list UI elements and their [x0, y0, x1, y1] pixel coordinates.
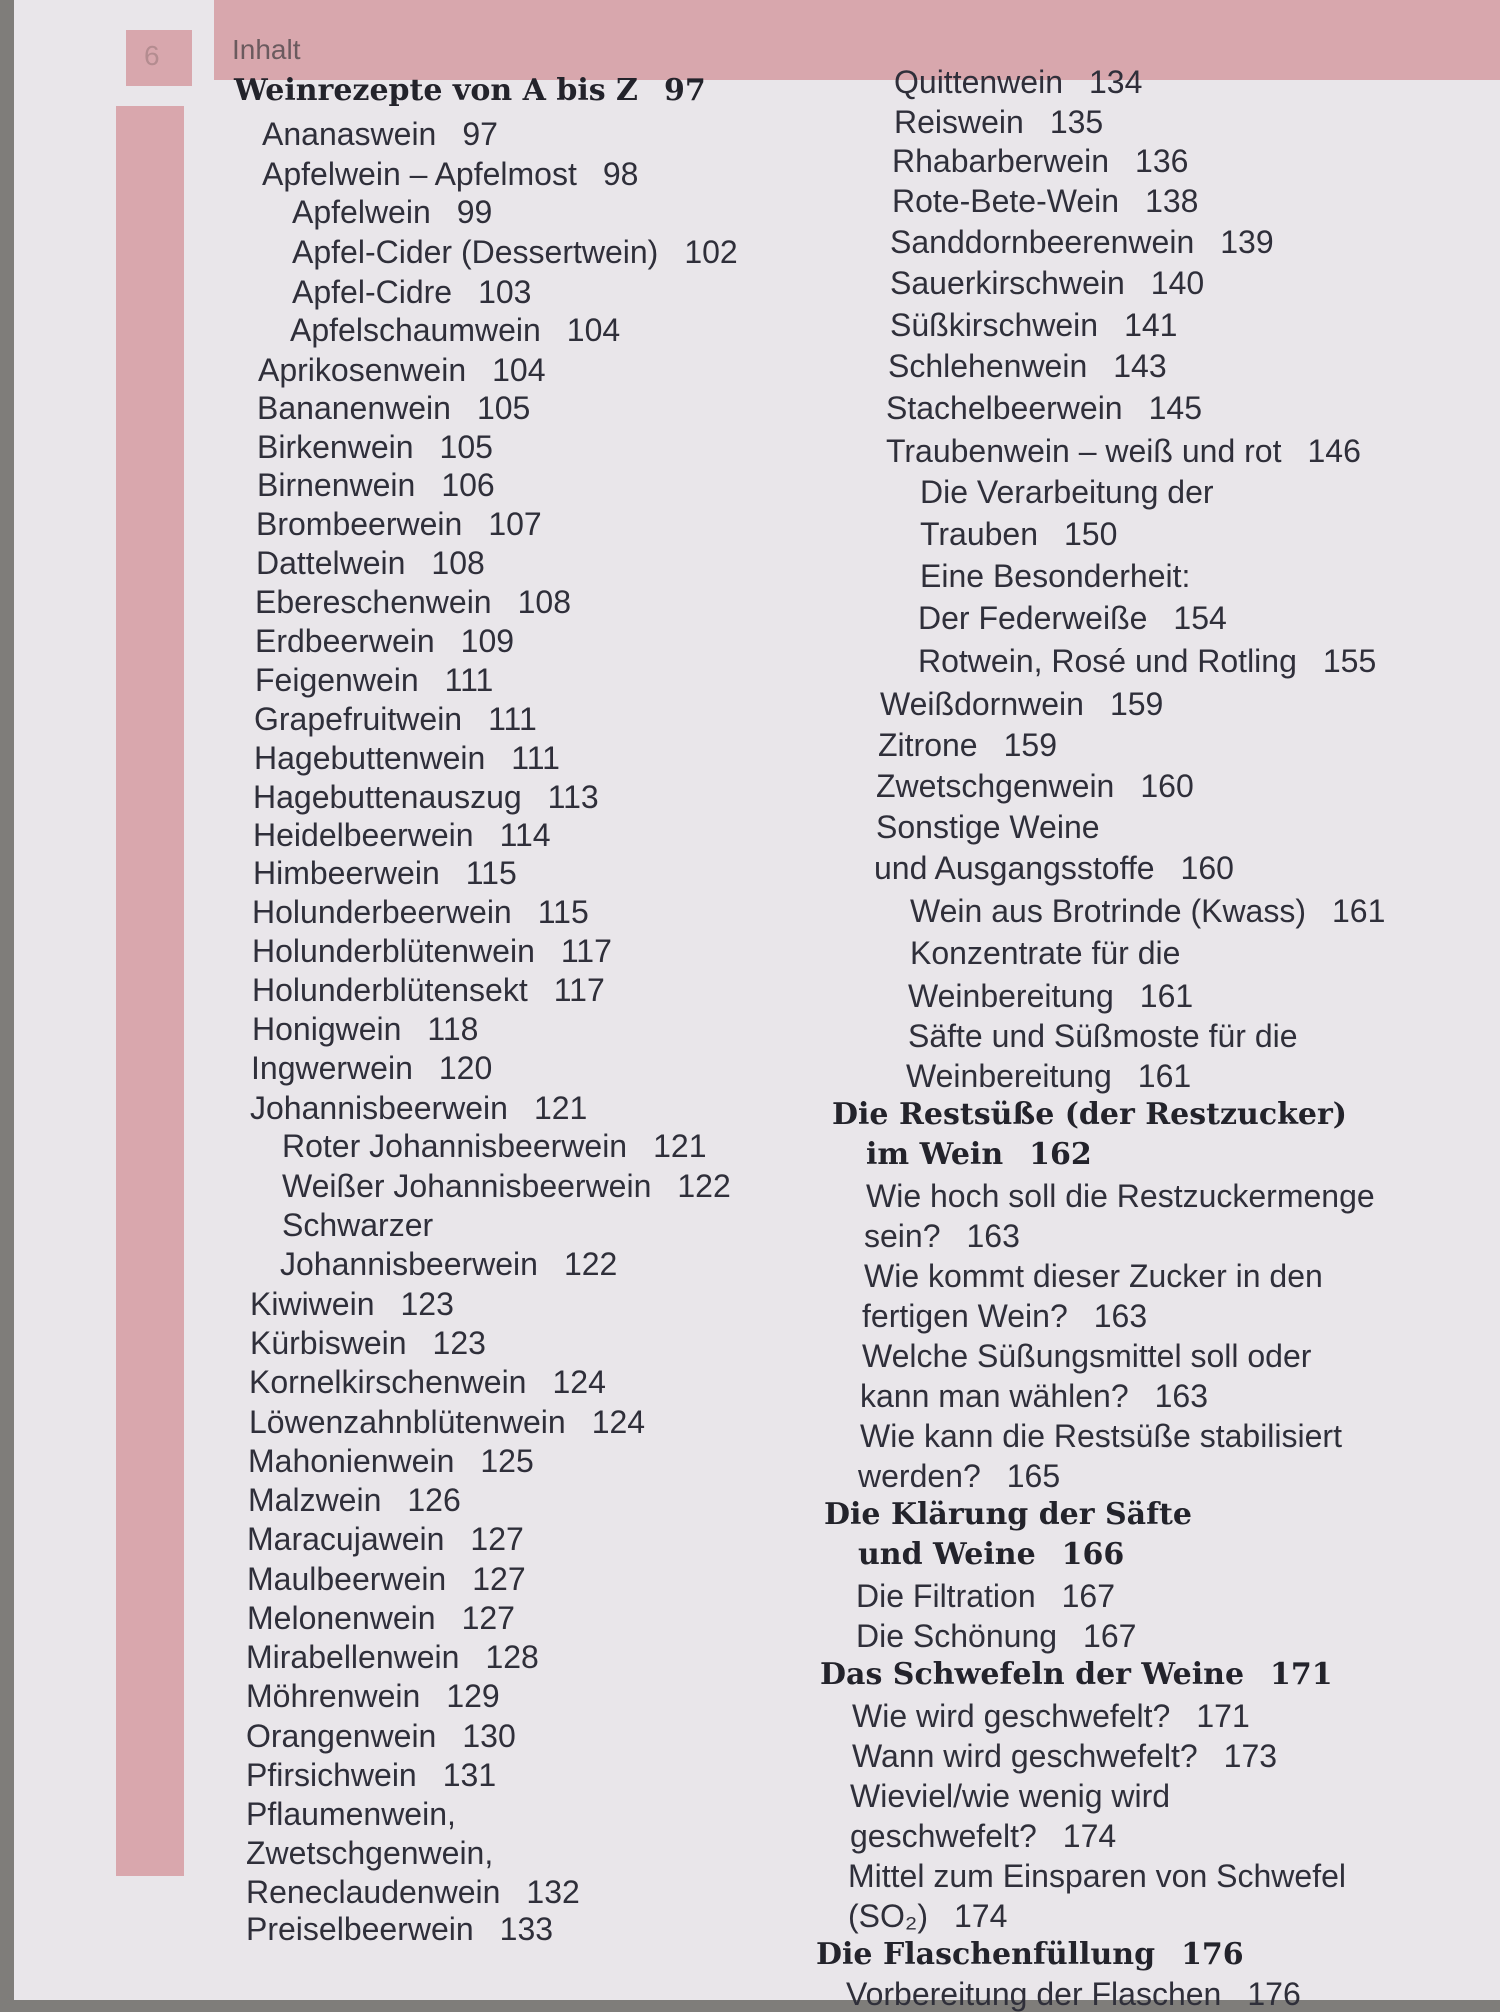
toc-entry-title: Zwetschgenwein	[876, 768, 1115, 804]
toc-entry	[860, 1420, 1342, 1452]
toc-section-heading	[866, 1137, 1092, 1172]
toc-entry	[252, 974, 605, 1006]
toc-entry-title: Wieviel/wie wenig wird	[850, 1778, 1171, 1814]
toc-entry-title: Apfelwein	[292, 194, 431, 230]
toc-entry-page: 163	[1093, 1298, 1148, 1334]
toc-entry-title: Weinbereitung	[906, 1058, 1112, 1094]
toc-entry-page: 171	[1270, 1657, 1333, 1692]
toc-entry	[280, 1248, 617, 1280]
toc-entry-title: Holunderblütensekt	[252, 972, 528, 1008]
toc-entry	[251, 1052, 492, 1084]
toc-entry-title: Honigwein	[252, 1011, 402, 1047]
toc-entry	[252, 1013, 478, 1045]
toc-entry-page: 108	[517, 584, 571, 620]
toc-entry-title: Kürbiswein	[250, 1325, 407, 1361]
toc-entry-page: 139	[1220, 224, 1274, 260]
toc-entry-title: Kornelkirschenwein	[249, 1364, 527, 1400]
toc-entry-title: Orangenwein	[246, 1718, 437, 1754]
toc-entry-page: 127	[461, 1600, 515, 1636]
toc-entry	[878, 729, 1057, 761]
toc-entry	[852, 1740, 1277, 1772]
toc-entry-title: Preiselbeerwein	[246, 1911, 474, 1947]
toc-entry-page: 123	[400, 1286, 454, 1322]
toc-entry	[256, 547, 485, 579]
toc-entry-title: Süßkirschwein	[890, 307, 1099, 343]
toc-entry-title: Kiwiwein	[250, 1286, 375, 1322]
toc-entry-title: Weißdornwein	[880, 686, 1084, 722]
toc-entry	[254, 742, 560, 774]
toc-entry-title: werden?	[858, 1458, 981, 1494]
header-band	[214, 0, 1500, 80]
toc-entry-title: Maracujawein	[247, 1521, 445, 1557]
toc-entry-title: Die Verarbeitung der	[920, 474, 1214, 510]
toc-entry-page: 97	[663, 73, 706, 108]
toc-entry-title: Weinrezepte von A bis Z	[234, 73, 638, 108]
toc-entry-title: Birnenwein	[257, 467, 416, 503]
toc-entry	[252, 935, 612, 967]
toc-entry-page: 140	[1150, 265, 1205, 301]
toc-entry-page: 174	[1062, 1818, 1117, 1854]
toc-entry	[908, 1020, 1298, 1052]
toc-entry-page: 97	[462, 116, 498, 152]
toc-entry	[892, 145, 1188, 177]
toc-entry-title: im Wein	[866, 1137, 1004, 1172]
toc-entry	[874, 852, 1234, 884]
toc-entry-page: 111	[511, 740, 560, 776]
toc-entry	[253, 819, 551, 851]
toc-entry	[292, 276, 531, 308]
toc-entry-title: Schlehenwein	[888, 348, 1088, 384]
toc-entry-title: Himbeerwein	[253, 855, 440, 891]
toc-entry-title: Feigenwein	[255, 662, 419, 698]
toc-entry	[894, 106, 1103, 138]
toc-entry	[246, 1759, 496, 1791]
toc-entry	[292, 236, 738, 268]
toc-entry-title: Ingwerwein	[251, 1050, 413, 1086]
toc-entry-title: Maulbeerwein	[247, 1561, 447, 1597]
toc-entry	[910, 895, 1385, 927]
toc-entry-page: 135	[1049, 104, 1104, 140]
toc-entry-page: 122	[677, 1168, 731, 1204]
toc-entry-title: Weinbereitung	[908, 978, 1114, 1014]
toc-entry-page: 124	[591, 1404, 646, 1440]
toc-entry	[257, 469, 495, 501]
toc-entry	[892, 185, 1198, 217]
toc-entry-page: 143	[1113, 348, 1167, 384]
toc-entry-page: 154	[1173, 600, 1227, 636]
toc-entry-page: 166	[1061, 1537, 1125, 1572]
toc-entry	[920, 560, 1190, 592]
toc-entry-page: 104	[566, 312, 621, 348]
toc-entry-title: Welche Süßungsmittel soll oder	[862, 1338, 1312, 1374]
toc-entry	[890, 226, 1274, 258]
toc-entry-page: 125	[480, 1443, 534, 1479]
toc-entry-title: Brombeerwein	[256, 506, 463, 542]
toc-entry-title: Hagebuttenwein	[254, 740, 486, 776]
toc-entry-title: kann man wählen?	[860, 1378, 1129, 1414]
toc-entry-page: 131	[442, 1757, 497, 1793]
toc-entry	[246, 1641, 539, 1673]
toc-entry	[864, 1220, 1020, 1252]
toc-entry-page: 99	[456, 194, 493, 230]
toc-entry	[250, 1327, 486, 1359]
toc-entry-title: Pfirsichwein	[246, 1757, 417, 1793]
toc-entry-title: Mittel zum Einsparen von Schwefel	[848, 1858, 1346, 1894]
toc-entry	[262, 158, 638, 190]
toc-entry	[262, 118, 498, 150]
toc-entry-title: Das Schwefeln der Weine	[820, 1657, 1245, 1692]
toc-entry	[860, 1380, 1208, 1412]
toc-entry-page: 126	[407, 1482, 461, 1518]
toc-entry-title: Apfelwein – Apfelmost	[262, 156, 577, 192]
toc-entry-page: 113	[547, 779, 599, 815]
toc-entry-page: 127	[472, 1561, 526, 1597]
toc-entry	[247, 1563, 526, 1595]
toc-entry	[253, 781, 599, 813]
toc-entry-title: Mahonienwein	[248, 1443, 455, 1479]
toc-entry	[890, 309, 1177, 341]
toc-entry-title: Sauerkirschwein	[890, 265, 1125, 301]
toc-entry-page: 108	[431, 545, 485, 581]
toc-entry-title: Wie wird geschwefelt?	[852, 1698, 1171, 1734]
toc-entry-title: und Ausgangsstoffe	[874, 850, 1155, 886]
toc-entry-page: 105	[439, 429, 493, 465]
toc-entry-title: Die Schönung	[856, 1618, 1058, 1654]
toc-entry	[257, 431, 493, 463]
toc-entry	[246, 1837, 493, 1869]
toc-entry-title: Vorbereitung der Flaschen	[846, 1976, 1222, 2012]
toc-entry	[255, 625, 514, 657]
toc-entry	[862, 1340, 1311, 1372]
toc-entry	[282, 1130, 706, 1162]
toc-entry-page: 123	[432, 1325, 486, 1361]
toc-entry-title: Apfel-Cidre	[292, 274, 453, 310]
toc-entry	[920, 476, 1214, 508]
toc-entry-title: fertigen Wein?	[862, 1298, 1068, 1334]
toc-entry-title: Rote-Bete-Wein	[892, 183, 1120, 219]
toc-entry-page: 161	[1332, 893, 1386, 929]
toc-entry	[862, 1300, 1147, 1332]
toc-entry	[252, 896, 589, 928]
toc-entry-title: Eine Besonderheit:	[920, 558, 1191, 594]
toc-entry-page: 105	[476, 390, 531, 426]
toc-entry-page: 121	[653, 1128, 707, 1164]
toc-entry-page: 159	[1109, 686, 1164, 722]
toc-entry-page: 176	[1181, 1937, 1244, 1972]
toc-entry	[255, 664, 493, 696]
toc-entry	[858, 1460, 1060, 1492]
toc-entry-title: Bananenwein	[257, 390, 451, 426]
toc-entry-page: 117	[553, 972, 605, 1008]
toc-entry-title: Rotwein, Rosé und Rotling	[918, 643, 1297, 679]
toc-entry-title: geschwefelt?	[850, 1818, 1037, 1854]
toc-entry-title: Sonstige Weine	[876, 809, 1100, 845]
toc-entry-title: Traubenwein – weiß und rot	[886, 433, 1282, 469]
toc-entry	[910, 937, 1180, 969]
toc-entry-page: 122	[563, 1246, 618, 1282]
toc-entry-page: 133	[499, 1911, 554, 1947]
toc-entry-page: 161	[1137, 1058, 1192, 1094]
toc-entry-title: Apfelschaumwein	[290, 312, 541, 348]
toc-entry-title: (SO₂)	[848, 1898, 928, 1934]
toc-entry-page: 129	[446, 1678, 500, 1714]
toc-entry-title: Erdbeerwein	[255, 623, 435, 659]
toc-entry-title: Ananaswein	[262, 116, 437, 152]
toc-entry	[850, 1820, 1116, 1852]
toc-entry-title: Pflaumenwein,	[246, 1796, 456, 1832]
toc-entry	[866, 1180, 1375, 1212]
toc-entry-page: 159	[1003, 727, 1057, 763]
toc-entry-title: Roter Johannisbeerwein	[282, 1128, 628, 1164]
toc-entry	[292, 196, 492, 228]
toc-entry-page: 136	[1135, 143, 1189, 179]
toc-entry-page: 138	[1145, 183, 1199, 219]
toc-entry	[886, 435, 1361, 467]
toc-section-heading	[816, 1937, 1244, 1972]
toc-entry-title: Wie hoch soll die Restzuckermenge	[866, 1178, 1375, 1214]
toc-entry-page: 167	[1061, 1578, 1115, 1614]
toc-entry-page: 115	[465, 855, 517, 891]
toc-entry-page: 117	[560, 933, 612, 969]
toc-entry-title: Möhrenwein	[246, 1678, 421, 1714]
toc-entry	[254, 703, 537, 735]
toc-entry-page: 150	[1064, 516, 1118, 552]
toc-entry-title: Säfte und Süßmoste für die	[908, 1018, 1298, 1054]
toc-entry-page: 103	[478, 274, 532, 310]
toc-entry-page: 130	[462, 1718, 516, 1754]
toc-entry-title: Apfel-Cider (Dessertwein)	[292, 234, 659, 270]
toc-entry	[894, 66, 1142, 98]
toc-entry-page: 146	[1307, 433, 1361, 469]
toc-entry	[906, 1060, 1191, 1092]
toc-entry	[908, 980, 1193, 1012]
toc-section-heading	[820, 1657, 1333, 1692]
toc-entry-page: 141	[1124, 307, 1178, 343]
toc-entry	[246, 1876, 580, 1908]
toc-section-heading	[858, 1537, 1125, 1572]
toc-entry-title: Die Filtration	[856, 1578, 1036, 1614]
toc-entry	[846, 1978, 1301, 2010]
side-color-bar	[116, 106, 184, 1876]
toc-entry-title: Holunderbeerwein	[252, 894, 512, 930]
toc-entry	[247, 1523, 524, 1555]
toc-entry-page: 98	[602, 156, 639, 192]
toc-entry-page: 111	[444, 662, 494, 698]
toc-entry-page: 121	[533, 1090, 588, 1126]
book-page	[14, 0, 1500, 2012]
toc-entry-page: 163	[966, 1218, 1020, 1254]
toc-entry-title: Weißer Johannisbeerwein	[282, 1168, 652, 1204]
toc-entry-title: Quittenwein	[894, 64, 1063, 100]
toc-entry-page: 114	[499, 817, 551, 853]
toc-entry-page: 160	[1180, 850, 1234, 886]
toc-entry-title: Wie kann die Restsüße stabilisiert	[860, 1418, 1342, 1454]
running-head: Inhalt	[232, 34, 301, 65]
toc-entry	[248, 1484, 461, 1516]
toc-entry	[918, 602, 1227, 634]
toc-entry	[246, 1798, 456, 1830]
toc-entry-page: 167	[1083, 1618, 1137, 1654]
toc-entry	[852, 1700, 1250, 1732]
toc-entry-page: 176	[1247, 1976, 1301, 2012]
toc-entry-page: 102	[684, 234, 738, 270]
toc-section-heading	[832, 1097, 1347, 1132]
toc-entry	[876, 770, 1194, 802]
toc-entry-page: 107	[488, 506, 542, 542]
toc-entry-title: Hagebuttenauszug	[253, 779, 522, 815]
toc-entry-title: Zwetschgenwein,	[246, 1835, 494, 1871]
toc-entry-title: Der Federweiße	[918, 600, 1148, 636]
toc-entry	[253, 857, 517, 889]
toc-entry-title: Stachelbeerwein	[886, 390, 1123, 426]
toc-entry	[246, 1720, 516, 1752]
toc-entry-title: Wie kommt dieser Zucker in den	[864, 1258, 1323, 1294]
toc-entry-page: 162	[1029, 1137, 1092, 1172]
toc-entry	[249, 1366, 606, 1398]
toc-entry	[246, 1913, 553, 1945]
toc-entry-page: 132	[526, 1874, 580, 1910]
toc-entry	[880, 688, 1163, 720]
toc-entry	[246, 1680, 500, 1712]
toc-entry	[920, 518, 1117, 550]
toc-entry-title: Zitrone	[878, 727, 978, 763]
toc-entry-title: Mirabellenwein	[246, 1639, 460, 1675]
toc-entry-title: und Weine	[858, 1537, 1036, 1572]
toc-entry-title: Holunderblütenwein	[252, 933, 535, 969]
toc-entry-page: 124	[552, 1364, 606, 1400]
toc-entry-title: Konzentrate für die	[910, 935, 1181, 971]
toc-entry-page: 115	[537, 894, 589, 930]
toc-entry-title: Johannisbeerwein	[280, 1246, 538, 1282]
toc-entry-title: Grapefruitwein	[254, 701, 463, 737]
toc-entry-page: 128	[485, 1639, 539, 1675]
toc-entry	[290, 314, 620, 346]
toc-entry-title: Aprikosenwein	[258, 352, 467, 388]
toc-entry-title: Dattelwein	[256, 545, 406, 581]
toc-entry-page: 145	[1148, 390, 1202, 426]
toc-entry	[848, 1900, 1007, 1932]
toc-entry	[918, 645, 1376, 677]
toc-entry	[255, 586, 571, 618]
toc-entry-title: Die Restsüße (der Restzucker)	[832, 1097, 1347, 1132]
toc-entry-page: 163	[1154, 1378, 1209, 1414]
toc-entry-page: 120	[438, 1050, 493, 1086]
toc-entry	[876, 811, 1100, 843]
toc-entry	[890, 267, 1204, 299]
toc-entry-page: 155	[1322, 643, 1377, 679]
toc-entry	[850, 1780, 1170, 1812]
toc-entry	[886, 392, 1202, 424]
toc-entry	[282, 1170, 731, 1202]
toc-entry-title: sein?	[864, 1218, 941, 1254]
toc-entry	[856, 1620, 1136, 1652]
toc-entry	[258, 354, 546, 386]
toc-entry-title: Die Klärung der Säfte	[824, 1497, 1192, 1532]
toc-entry-title: Heidelbeerwein	[253, 817, 474, 853]
toc-entry-page: 174	[953, 1898, 1008, 1934]
page-number: 6	[144, 40, 160, 71]
toc-entry	[888, 350, 1167, 382]
toc-section-heading	[824, 1497, 1192, 1532]
toc-entry-page: 106	[441, 467, 495, 503]
toc-entry-title: Birkenwein	[257, 429, 414, 465]
toc-entry-title: Rhabarberwein	[892, 143, 1110, 179]
toc-entry-page: 134	[1088, 64, 1143, 100]
toc-entry-page: 160	[1140, 768, 1194, 804]
toc-entry-page: 118	[427, 1011, 479, 1047]
toc-entry	[250, 1092, 587, 1124]
toc-entry	[250, 1288, 454, 1320]
toc-entry-title: Wann wird geschwefelt?	[852, 1738, 1198, 1774]
toc-entry-title: Wein aus Brotrinde (Kwass)	[910, 893, 1306, 929]
toc-entry-title: Johannisbeerwein	[250, 1090, 508, 1126]
toc-entry-page: 111	[488, 701, 537, 737]
toc-entry-title: Melonenwein	[247, 1600, 436, 1636]
toc-entry-title: Ebereschenwein	[255, 584, 492, 620]
toc-entry-page: 165	[1006, 1458, 1061, 1494]
toc-entry-title: Löwenzahnblütenwein	[249, 1404, 566, 1440]
toc-entry-title: Die Flaschenfüllung	[816, 1937, 1156, 1972]
toc-entry	[248, 1445, 534, 1477]
toc-entry-title: Schwarzer	[282, 1207, 434, 1243]
toc-entry	[856, 1580, 1115, 1612]
toc-entry-title: Trauben	[920, 516, 1038, 552]
toc-entry-page: 171	[1196, 1698, 1250, 1734]
toc-entry-page: 127	[470, 1521, 524, 1557]
toc-entry-page: 109	[460, 623, 515, 659]
toc-entry	[848, 1860, 1346, 1892]
toc-entry-page: 161	[1139, 978, 1194, 1014]
toc-entry-title: Malzwein	[248, 1482, 382, 1518]
toc-entry	[282, 1209, 433, 1241]
toc-entry	[249, 1406, 645, 1438]
toc-entry-page: 104	[492, 352, 546, 388]
toc-entry-page: 173	[1223, 1738, 1278, 1774]
toc-section-heading	[234, 73, 706, 108]
toc-entry	[864, 1260, 1323, 1292]
toc-entry	[247, 1602, 515, 1634]
toc-entry-title: Sanddornbeerenwein	[890, 224, 1195, 260]
toc-entry-title: Reiswein	[894, 104, 1024, 140]
toc-entry	[257, 392, 530, 424]
toc-entry	[256, 508, 542, 540]
toc-entry-title: Reneclaudenwein	[246, 1874, 501, 1910]
